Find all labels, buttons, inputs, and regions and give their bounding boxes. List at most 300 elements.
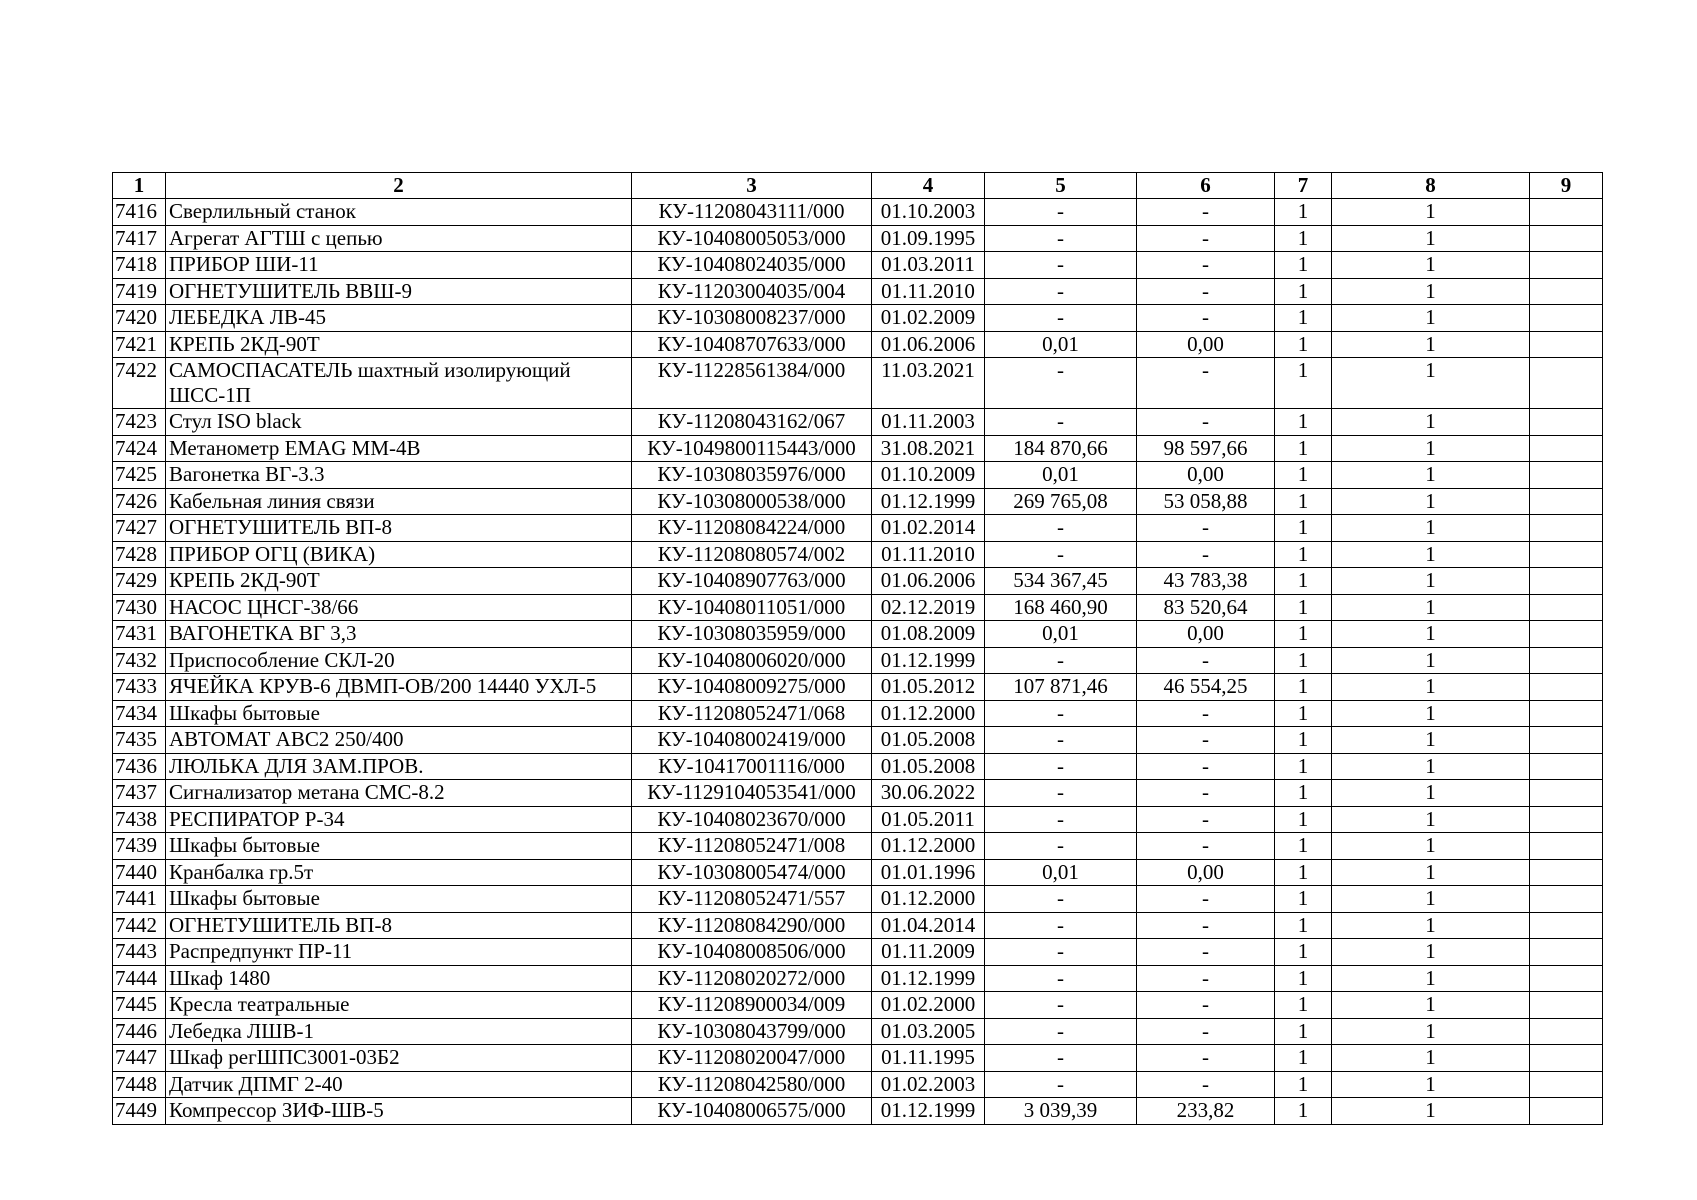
inventory-number-cell: КУ-11208042580/000 xyxy=(632,1071,872,1098)
table-row xyxy=(113,1045,1603,1072)
table-row xyxy=(113,225,1603,252)
asset-name-cell: САМОСПАСАТЕЛЬ шахтный изолирующий ШСС-1П xyxy=(166,358,632,409)
value-8-cell: 1 xyxy=(1332,515,1530,542)
inventory-number-cell: КУ-10408023670/000 xyxy=(632,806,872,833)
table-row xyxy=(113,700,1603,727)
date-cell: 01.02.2000 xyxy=(872,992,985,1019)
row-number-cell: 7449 xyxy=(113,1098,166,1125)
table-row xyxy=(113,1018,1603,1045)
value-5-cell: 168 460,90 xyxy=(985,594,1137,621)
table-row xyxy=(113,965,1603,992)
value-7-cell: 1 xyxy=(1275,305,1332,332)
value-8-cell: 1 xyxy=(1332,674,1530,701)
date-cell: 01.02.2009 xyxy=(872,305,985,332)
value-9-cell xyxy=(1530,409,1603,436)
value-7-cell: 1 xyxy=(1275,621,1332,648)
date-cell: 01.11.2010 xyxy=(872,541,985,568)
value-9-cell xyxy=(1530,859,1603,886)
value-6-cell: - xyxy=(1137,225,1275,252)
value-9-cell xyxy=(1530,594,1603,621)
table-row xyxy=(113,1098,1603,1125)
value-6-cell: 0,00 xyxy=(1137,621,1275,648)
value-7-cell: 1 xyxy=(1275,462,1332,489)
asset-name-cell: Сигнализатор метана СМС-8.2 xyxy=(166,780,632,807)
value-9-cell xyxy=(1530,488,1603,515)
asset-name-cell: ЛЕБЕДКА ЛВ-45 xyxy=(166,305,632,332)
inventory-number-cell: КУ-11208084224/000 xyxy=(632,515,872,542)
asset-name-cell: ПРИБОР ОГЦ (ВИКА) xyxy=(166,541,632,568)
asset-name-cell: Шкаф 1480 xyxy=(166,965,632,992)
date-cell: 01.12.2000 xyxy=(872,700,985,727)
date-cell: 01.12.1999 xyxy=(872,1098,985,1125)
value-6-cell: - xyxy=(1137,252,1275,279)
row-number-cell: 7446 xyxy=(113,1018,166,1045)
value-5-cell: - xyxy=(985,252,1137,279)
date-cell: 01.11.2009 xyxy=(872,939,985,966)
value-5-cell: 3 039,39 xyxy=(985,1098,1137,1125)
date-cell: 01.02.2014 xyxy=(872,515,985,542)
row-number-cell: 7437 xyxy=(113,780,166,807)
column-header-1: 1 xyxy=(113,173,166,199)
date-cell: 01.12.2000 xyxy=(872,886,985,913)
value-6-cell: 233,82 xyxy=(1137,1098,1275,1125)
value-9-cell xyxy=(1530,358,1603,409)
value-7-cell: 1 xyxy=(1275,252,1332,279)
asset-name-cell: ОГНЕТУШИТЕЛЬ ВВШ-9 xyxy=(166,278,632,305)
value-6-cell: 0,00 xyxy=(1137,331,1275,358)
date-cell: 01.11.2010 xyxy=(872,278,985,305)
value-7-cell: 1 xyxy=(1275,225,1332,252)
table-row xyxy=(113,939,1603,966)
value-8-cell: 1 xyxy=(1332,780,1530,807)
value-9-cell xyxy=(1530,541,1603,568)
value-6-cell: - xyxy=(1137,806,1275,833)
row-number-cell: 7429 xyxy=(113,568,166,595)
row-number-cell: 7423 xyxy=(113,409,166,436)
row-number-cell: 7435 xyxy=(113,727,166,754)
row-number-cell: 7425 xyxy=(113,462,166,489)
value-6-cell: - xyxy=(1137,965,1275,992)
value-8-cell: 1 xyxy=(1332,912,1530,939)
value-9-cell xyxy=(1530,462,1603,489)
value-6-cell: - xyxy=(1137,647,1275,674)
row-number-cell: 7440 xyxy=(113,859,166,886)
value-5-cell: 0,01 xyxy=(985,331,1137,358)
value-5-cell: - xyxy=(985,305,1137,332)
value-7-cell: 1 xyxy=(1275,1098,1332,1125)
value-9-cell xyxy=(1530,727,1603,754)
value-9-cell xyxy=(1530,886,1603,913)
date-cell: 30.06.2022 xyxy=(872,780,985,807)
value-6-cell: - xyxy=(1137,1018,1275,1045)
value-7-cell: 1 xyxy=(1275,939,1332,966)
table-row xyxy=(113,568,1603,595)
value-5-cell: - xyxy=(985,727,1137,754)
row-number-cell: 7433 xyxy=(113,674,166,701)
inventory-number-cell: КУ-10408008506/000 xyxy=(632,939,872,966)
value-9-cell xyxy=(1530,225,1603,252)
value-7-cell: 1 xyxy=(1275,515,1332,542)
value-8-cell: 1 xyxy=(1332,753,1530,780)
asset-name-cell: Агрегат АГТШ с цепью xyxy=(166,225,632,252)
column-header-4: 4 xyxy=(872,173,985,199)
value-8-cell: 1 xyxy=(1332,700,1530,727)
row-number-cell: 7439 xyxy=(113,833,166,860)
value-6-cell: - xyxy=(1137,912,1275,939)
value-5-cell: - xyxy=(985,912,1137,939)
value-9-cell xyxy=(1530,1018,1603,1045)
value-7-cell: 1 xyxy=(1275,278,1332,305)
value-6-cell: - xyxy=(1137,833,1275,860)
value-6-cell: 0,00 xyxy=(1137,859,1275,886)
date-cell: 31.08.2021 xyxy=(872,435,985,462)
row-number-cell: 7442 xyxy=(113,912,166,939)
row-number-cell: 7422 xyxy=(113,358,166,409)
value-8-cell: 1 xyxy=(1332,568,1530,595)
value-7-cell: 1 xyxy=(1275,409,1332,436)
table-row xyxy=(113,252,1603,279)
date-cell: 01.03.2011 xyxy=(872,252,985,279)
inventory-number-cell: КУ-10408009275/000 xyxy=(632,674,872,701)
value-8-cell: 1 xyxy=(1332,331,1530,358)
value-5-cell: - xyxy=(985,965,1137,992)
value-6-cell: - xyxy=(1137,305,1275,332)
inventory-number-cell: КУ-10308005474/000 xyxy=(632,859,872,886)
table-row xyxy=(113,833,1603,860)
asset-name-cell: РЕСПИРАТОР Р-34 xyxy=(166,806,632,833)
value-7-cell: 1 xyxy=(1275,1045,1332,1072)
value-8-cell: 1 xyxy=(1332,939,1530,966)
value-5-cell: - xyxy=(985,278,1137,305)
value-8-cell: 1 xyxy=(1332,1071,1530,1098)
value-5-cell: - xyxy=(985,806,1137,833)
asset-name-cell: Датчик ДПМГ 2-40 xyxy=(166,1071,632,1098)
inventory-number-cell: КУ-10408006020/000 xyxy=(632,647,872,674)
value-9-cell xyxy=(1530,621,1603,648)
value-7-cell: 1 xyxy=(1275,331,1332,358)
row-number-cell: 7432 xyxy=(113,647,166,674)
value-5-cell: - xyxy=(985,225,1137,252)
asset-name-cell: Шкафы бытовые xyxy=(166,886,632,913)
value-8-cell: 1 xyxy=(1332,859,1530,886)
value-8-cell: 1 xyxy=(1332,992,1530,1019)
value-9-cell xyxy=(1530,1071,1603,1098)
row-number-cell: 7417 xyxy=(113,225,166,252)
value-7-cell: 1 xyxy=(1275,1071,1332,1098)
value-7-cell: 1 xyxy=(1275,753,1332,780)
inventory-number-cell: КУ-10408707633/000 xyxy=(632,331,872,358)
value-6-cell: - xyxy=(1137,727,1275,754)
value-9-cell xyxy=(1530,753,1603,780)
inventory-number-cell: КУ-10417001116/000 xyxy=(632,753,872,780)
value-5-cell: - xyxy=(985,780,1137,807)
column-header-3: 3 xyxy=(632,173,872,199)
value-7-cell: 1 xyxy=(1275,780,1332,807)
date-cell: 01.10.2003 xyxy=(872,199,985,226)
value-5-cell: - xyxy=(985,700,1137,727)
row-number-cell: 7421 xyxy=(113,331,166,358)
inventory-number-cell: КУ-11228561384/000 xyxy=(632,358,872,409)
value-7-cell: 1 xyxy=(1275,992,1332,1019)
value-6-cell: - xyxy=(1137,939,1275,966)
value-5-cell: - xyxy=(985,992,1137,1019)
inventory-number-cell: КУ-10308000538/000 xyxy=(632,488,872,515)
inventory-number-cell: КУ-11208043111/000 xyxy=(632,199,872,226)
value-9-cell xyxy=(1530,833,1603,860)
inventory-number-cell: КУ-10308035959/000 xyxy=(632,621,872,648)
value-8-cell: 1 xyxy=(1332,886,1530,913)
value-5-cell: 184 870,66 xyxy=(985,435,1137,462)
row-number-cell: 7431 xyxy=(113,621,166,648)
date-cell: 01.05.2011 xyxy=(872,806,985,833)
value-6-cell: 0,00 xyxy=(1137,462,1275,489)
value-9-cell xyxy=(1530,252,1603,279)
date-cell: 01.02.2003 xyxy=(872,1071,985,1098)
value-7-cell: 1 xyxy=(1275,568,1332,595)
date-cell: 01.12.1999 xyxy=(872,965,985,992)
date-cell: 11.03.2021 xyxy=(872,358,985,409)
asset-name-cell: Шкафы бытовые xyxy=(166,833,632,860)
value-9-cell xyxy=(1530,647,1603,674)
value-5-cell: - xyxy=(985,199,1137,226)
table-row xyxy=(113,1071,1603,1098)
row-number-cell: 7427 xyxy=(113,515,166,542)
value-6-cell: - xyxy=(1137,541,1275,568)
asset-name-cell: Стул ISO black xyxy=(166,409,632,436)
row-number-cell: 7438 xyxy=(113,806,166,833)
value-9-cell xyxy=(1530,700,1603,727)
inventory-number-cell: КУ-11208020272/000 xyxy=(632,965,872,992)
value-7-cell: 1 xyxy=(1275,199,1332,226)
value-9-cell xyxy=(1530,435,1603,462)
column-header-6: 6 xyxy=(1137,173,1275,199)
inventory-number-cell: КУ-11208052471/557 xyxy=(632,886,872,913)
value-5-cell: - xyxy=(985,753,1137,780)
column-header-9: 9 xyxy=(1530,173,1603,199)
table-row xyxy=(113,358,1603,409)
value-6-cell: - xyxy=(1137,515,1275,542)
table-row xyxy=(113,435,1603,462)
value-8-cell: 1 xyxy=(1332,647,1530,674)
table-row xyxy=(113,331,1603,358)
value-7-cell: 1 xyxy=(1275,594,1332,621)
inventory-number-cell: КУ-11208080574/002 xyxy=(632,541,872,568)
asset-name-cell: Шкаф регШПС3001-03Б2 xyxy=(166,1045,632,1072)
row-number-cell: 7418 xyxy=(113,252,166,279)
value-7-cell: 1 xyxy=(1275,833,1332,860)
inventory-number-cell: КУ-10308043799/000 xyxy=(632,1018,872,1045)
value-7-cell: 1 xyxy=(1275,859,1332,886)
date-cell: 01.01.1996 xyxy=(872,859,985,886)
value-7-cell: 1 xyxy=(1275,435,1332,462)
value-8-cell: 1 xyxy=(1332,278,1530,305)
row-number-cell: 7424 xyxy=(113,435,166,462)
value-9-cell xyxy=(1530,568,1603,595)
row-number-cell: 7428 xyxy=(113,541,166,568)
table-row xyxy=(113,305,1603,332)
value-5-cell: 269 765,08 xyxy=(985,488,1137,515)
table-row xyxy=(113,199,1603,226)
inventory-number-cell: КУ-11208020047/000 xyxy=(632,1045,872,1072)
asset-name-cell: ВАГОНЕТКА ВГ 3,3 xyxy=(166,621,632,648)
value-6-cell: - xyxy=(1137,780,1275,807)
date-cell: 01.05.2008 xyxy=(872,727,985,754)
table-row xyxy=(113,462,1603,489)
table-body xyxy=(113,199,1603,1125)
asset-name-cell: ЯЧЕЙКА КРУВ-6 ДВМП-ОВ/200 14440 УХЛ-5 xyxy=(166,674,632,701)
table-row xyxy=(113,515,1603,542)
inventory-number-cell: КУ-11208052471/068 xyxy=(632,700,872,727)
value-8-cell: 1 xyxy=(1332,621,1530,648)
table-row xyxy=(113,806,1603,833)
date-cell: 01.06.2006 xyxy=(872,331,985,358)
value-9-cell xyxy=(1530,305,1603,332)
value-5-cell: 534 367,45 xyxy=(985,568,1137,595)
asset-name-cell: ЛЮЛЬКА ДЛЯ ЗАМ.ПРОВ. xyxy=(166,753,632,780)
value-7-cell: 1 xyxy=(1275,358,1332,409)
column-header-2: 2 xyxy=(166,173,632,199)
value-8-cell: 1 xyxy=(1332,252,1530,279)
value-8-cell: 1 xyxy=(1332,225,1530,252)
inventory-number-cell: КУ-10408011051/000 xyxy=(632,594,872,621)
column-header-8: 8 xyxy=(1332,173,1530,199)
value-6-cell: 98 597,66 xyxy=(1137,435,1275,462)
table-row xyxy=(113,912,1603,939)
value-7-cell: 1 xyxy=(1275,700,1332,727)
asset-name-cell: Кабельная линия связи xyxy=(166,488,632,515)
asset-name-cell: Лебедка ЛШВ-1 xyxy=(166,1018,632,1045)
asset-name-cell: Приспособление СКЛ-20 xyxy=(166,647,632,674)
date-cell: 01.06.2006 xyxy=(872,568,985,595)
value-6-cell: - xyxy=(1137,199,1275,226)
value-9-cell xyxy=(1530,780,1603,807)
date-cell: 01.08.2009 xyxy=(872,621,985,648)
inventory-number-cell: КУ-10308035976/000 xyxy=(632,462,872,489)
value-9-cell xyxy=(1530,331,1603,358)
asset-name-cell: Кранбалка гр.5т xyxy=(166,859,632,886)
asset-name-cell: Компрессор ЗИФ-ШВ-5 xyxy=(166,1098,632,1125)
row-number-cell: 7434 xyxy=(113,700,166,727)
row-number-cell: 7419 xyxy=(113,278,166,305)
table-row xyxy=(113,886,1603,913)
table-row xyxy=(113,541,1603,568)
asset-name-cell: Сверлильный станок xyxy=(166,199,632,226)
value-9-cell xyxy=(1530,912,1603,939)
value-7-cell: 1 xyxy=(1275,886,1332,913)
table-row xyxy=(113,992,1603,1019)
inventory-number-cell: КУ-11203004035/004 xyxy=(632,278,872,305)
value-9-cell xyxy=(1530,1098,1603,1125)
value-8-cell: 1 xyxy=(1332,435,1530,462)
inventory-number-cell: КУ-10408006575/000 xyxy=(632,1098,872,1125)
date-cell: 02.12.2019 xyxy=(872,594,985,621)
inventory-number-cell: КУ-10408002419/000 xyxy=(632,727,872,754)
table-row xyxy=(113,753,1603,780)
value-9-cell xyxy=(1530,515,1603,542)
value-9-cell xyxy=(1530,278,1603,305)
asset-name-cell: Распредпункт ПР-11 xyxy=(166,939,632,966)
table-row xyxy=(113,409,1603,436)
value-9-cell xyxy=(1530,806,1603,833)
value-9-cell xyxy=(1530,965,1603,992)
row-number-cell: 7445 xyxy=(113,992,166,1019)
value-9-cell xyxy=(1530,199,1603,226)
value-8-cell: 1 xyxy=(1332,1045,1530,1072)
asset-name-cell: Вагонетка ВГ-3.3 xyxy=(166,462,632,489)
value-8-cell: 1 xyxy=(1332,1098,1530,1125)
value-5-cell: - xyxy=(985,358,1137,409)
inventory-number-cell: КУ-11208043162/067 xyxy=(632,409,872,436)
row-number-cell: 7436 xyxy=(113,753,166,780)
value-9-cell xyxy=(1530,1045,1603,1072)
value-6-cell: 53 058,88 xyxy=(1137,488,1275,515)
value-8-cell: 1 xyxy=(1332,305,1530,332)
row-number-cell: 7441 xyxy=(113,886,166,913)
table-row xyxy=(113,594,1603,621)
value-5-cell: - xyxy=(985,886,1137,913)
value-7-cell: 1 xyxy=(1275,727,1332,754)
date-cell: 01.11.2003 xyxy=(872,409,985,436)
value-6-cell: - xyxy=(1137,409,1275,436)
table-row xyxy=(113,621,1603,648)
asset-name-cell: ПРИБОР ШИ-11 xyxy=(166,252,632,279)
asset-name-cell: ОГНЕТУШИТЕЛЬ ВП-8 xyxy=(166,912,632,939)
row-number-cell: 7448 xyxy=(113,1071,166,1098)
value-7-cell: 1 xyxy=(1275,674,1332,701)
value-8-cell: 1 xyxy=(1332,358,1530,409)
value-7-cell: 1 xyxy=(1275,647,1332,674)
date-cell: 01.04.2014 xyxy=(872,912,985,939)
date-cell: 01.12.1999 xyxy=(872,488,985,515)
table-row xyxy=(113,278,1603,305)
asset-name-cell: АВТОМАТ АВС2 250/400 xyxy=(166,727,632,754)
value-6-cell: - xyxy=(1137,753,1275,780)
value-5-cell: 107 871,46 xyxy=(985,674,1137,701)
inventory-number-cell: КУ-10308008237/000 xyxy=(632,305,872,332)
value-7-cell: 1 xyxy=(1275,541,1332,568)
asset-name-cell: Метанометр EMAG MM-4B xyxy=(166,435,632,462)
value-8-cell: 1 xyxy=(1332,727,1530,754)
asset-name-cell: НАСОС ЦНСГ-38/66 xyxy=(166,594,632,621)
value-6-cell: - xyxy=(1137,1045,1275,1072)
inventory-number-cell: КУ-11208052471/008 xyxy=(632,833,872,860)
table-row xyxy=(113,488,1603,515)
asset-name-cell: Кресла театральные xyxy=(166,992,632,1019)
table-row xyxy=(113,859,1603,886)
column-header-5: 5 xyxy=(985,173,1137,199)
asset-name-cell: ОГНЕТУШИТЕЛЬ ВП-8 xyxy=(166,515,632,542)
value-8-cell: 1 xyxy=(1332,965,1530,992)
value-8-cell: 1 xyxy=(1332,462,1530,489)
value-5-cell: - xyxy=(985,541,1137,568)
value-8-cell: 1 xyxy=(1332,594,1530,621)
value-6-cell: - xyxy=(1137,886,1275,913)
table-row xyxy=(113,727,1603,754)
value-7-cell: 1 xyxy=(1275,806,1332,833)
value-7-cell: 1 xyxy=(1275,965,1332,992)
value-8-cell: 1 xyxy=(1332,1018,1530,1045)
inventory-number-cell: КУ-11208900034/009 xyxy=(632,992,872,1019)
value-5-cell: - xyxy=(985,409,1137,436)
value-5-cell: - xyxy=(985,939,1137,966)
value-6-cell: 43 783,38 xyxy=(1137,568,1275,595)
date-cell: 01.05.2008 xyxy=(872,753,985,780)
inventory-number-cell: КУ-1129104053541/000 xyxy=(632,780,872,807)
table-row xyxy=(113,674,1603,701)
inventory-number-cell: КУ-11208084290/000 xyxy=(632,912,872,939)
date-cell: 01.09.1995 xyxy=(872,225,985,252)
value-5-cell: - xyxy=(985,1045,1137,1072)
